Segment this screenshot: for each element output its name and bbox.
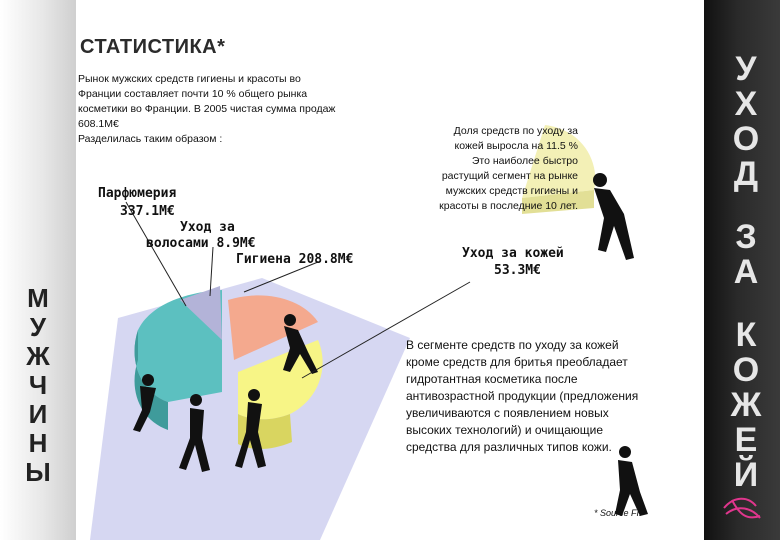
growth-note: Доля средств по уходу за кожей выросла на 11.5 % Это наиболее быстро растущий сегмент на рынке мужских средств гигиены и красоты в последние 10 лет. [439, 125, 578, 212]
vertical-word-men: М У Ж Ч И Н Ы [25, 283, 51, 487]
label-perfume-value: 337.1М€ [120, 204, 175, 219]
intro-text: Рынок мужских средств гигиены и красоты во Франции составляет почти 10 % общего рынка косметики во Франции. В 2005 чистая сумма продаж 608.1М€ Разделилась таким образом : [78, 73, 336, 145]
label-perfume-title: Парфюмерия [98, 186, 177, 201]
flower-logo-icon [724, 499, 760, 518]
label-skincare-value: 53.3М€ [494, 263, 541, 278]
label-hygiene: Гигиена 208.8М€ [236, 252, 354, 267]
source-note: * Source FIP [594, 508, 646, 518]
segment-note: В сегменте средств по уходу за кожей кроме средств для бритья преобладает гидротантная косметика после антивозрастной продукции (предложения увеличиваются с появлением новых высоких технологий) и очищающие средства для различных типов кожи. [406, 338, 639, 454]
vertical-words-skin-care: У Х О Д З А К О Ж Е Й [730, 50, 762, 494]
label-hair-title: Уход за [180, 220, 235, 235]
figure-bottom-right [615, 446, 648, 516]
label-hair-value: волосами 8.9М€ [146, 236, 256, 251]
figure-right-top [593, 173, 634, 260]
label-skincare-title: Уход за кожей [462, 246, 564, 261]
page-title: СТАТИСТИКА* [80, 36, 226, 58]
